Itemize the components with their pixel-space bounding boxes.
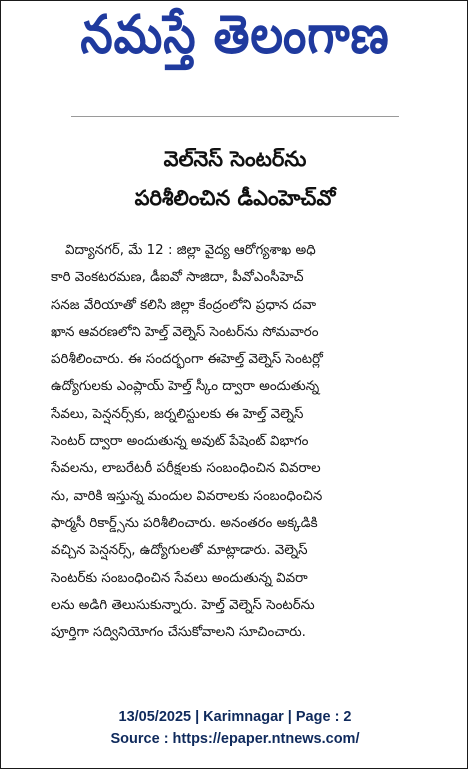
article-line: ఉద్యోగులకు ఎంప్లాయ్ హెల్త్ స్కీం ద్వారా అందుతున్న (51, 379, 320, 395)
article-body (51, 237, 421, 646)
article-line: సేవలను, లాబరేటరీ పరీక్షలకు సంబంధించిన వివరాల (51, 461, 321, 477)
article-line: పరిశీలించారు. ఈ సందర్భంగా ఈహెల్త్ వెల్నెస్ సెంటర్లో (51, 352, 323, 368)
header-divider (71, 116, 399, 117)
article-line: వచ్చిన పెన్షనర్స్, ఉద్యోగులతో మాట్లాడారు. వెల్నెస్ (51, 543, 308, 559)
newspaper-masthead (21, 5, 449, 77)
article-line: సేవలు, పెన్షనర్స్‌కు, జర్నలిస్టులకు ఈ హెల్త్ వెల్నెస్ (51, 406, 304, 422)
footer-source-link: Source : https://epaper.ntnews.com/ (110, 731, 360, 747)
article-line: కారి వెంకటరమణ, డీఐవో సాజిదా, పీవోఎంసీహెచ్ (51, 270, 304, 286)
article-line: విద్యానగర్, మే 12 : జిల్లా వైద్య ఆరోగ్యశాఖ అధి (65, 243, 316, 258)
masthead-title: నమస్తే తెలంగాణ (80, 3, 390, 66)
article-line: ఫార్మసీ రికార్డ్స్‌ను పరిశీలించారు. అనంతరం అక్కడికి (51, 515, 318, 531)
article-headline-line-2: పరిశీలించిన డీఎంహెచ్‌వో (134, 186, 336, 210)
article-line: సెంటర్‌కు సంబంధించిన సేవలు అందుతున్న వివరా (51, 570, 308, 586)
footer-date-edition-page: 13/05/2025 | Karimnagar | Page : 2 (118, 709, 352, 725)
article-line: సెంటర్ ద్వారా అందుతున్న అవుట్ పేషెంట్ విభాగం (51, 434, 309, 450)
article-headline-line-1: వెల్‌నెస్ సెంటర్‌ను (163, 147, 307, 171)
article-line: ఖాన ఆవరణలోని హెల్త్ వెల్నెస్ సెంటర్‌ను సోమవారం (51, 324, 319, 340)
article-line: సనజ వేరియాతో కలిసి జిల్లా కేంద్రంలోని ప్రధాన దవా (51, 297, 316, 313)
article-line: ను, వారికి ఇస్తున్న మందుల వివరాలకు సంబంధించిన (51, 488, 323, 504)
article-line: లను అడిగి తెలుసుకున్నారు. హెల్త్ వెల్నెస్ సెంటర్‌ను (51, 597, 315, 613)
article-line: పూర్తిగా సద్వినియోగం చేసుకోవాలని సూచించారు. (51, 625, 306, 641)
